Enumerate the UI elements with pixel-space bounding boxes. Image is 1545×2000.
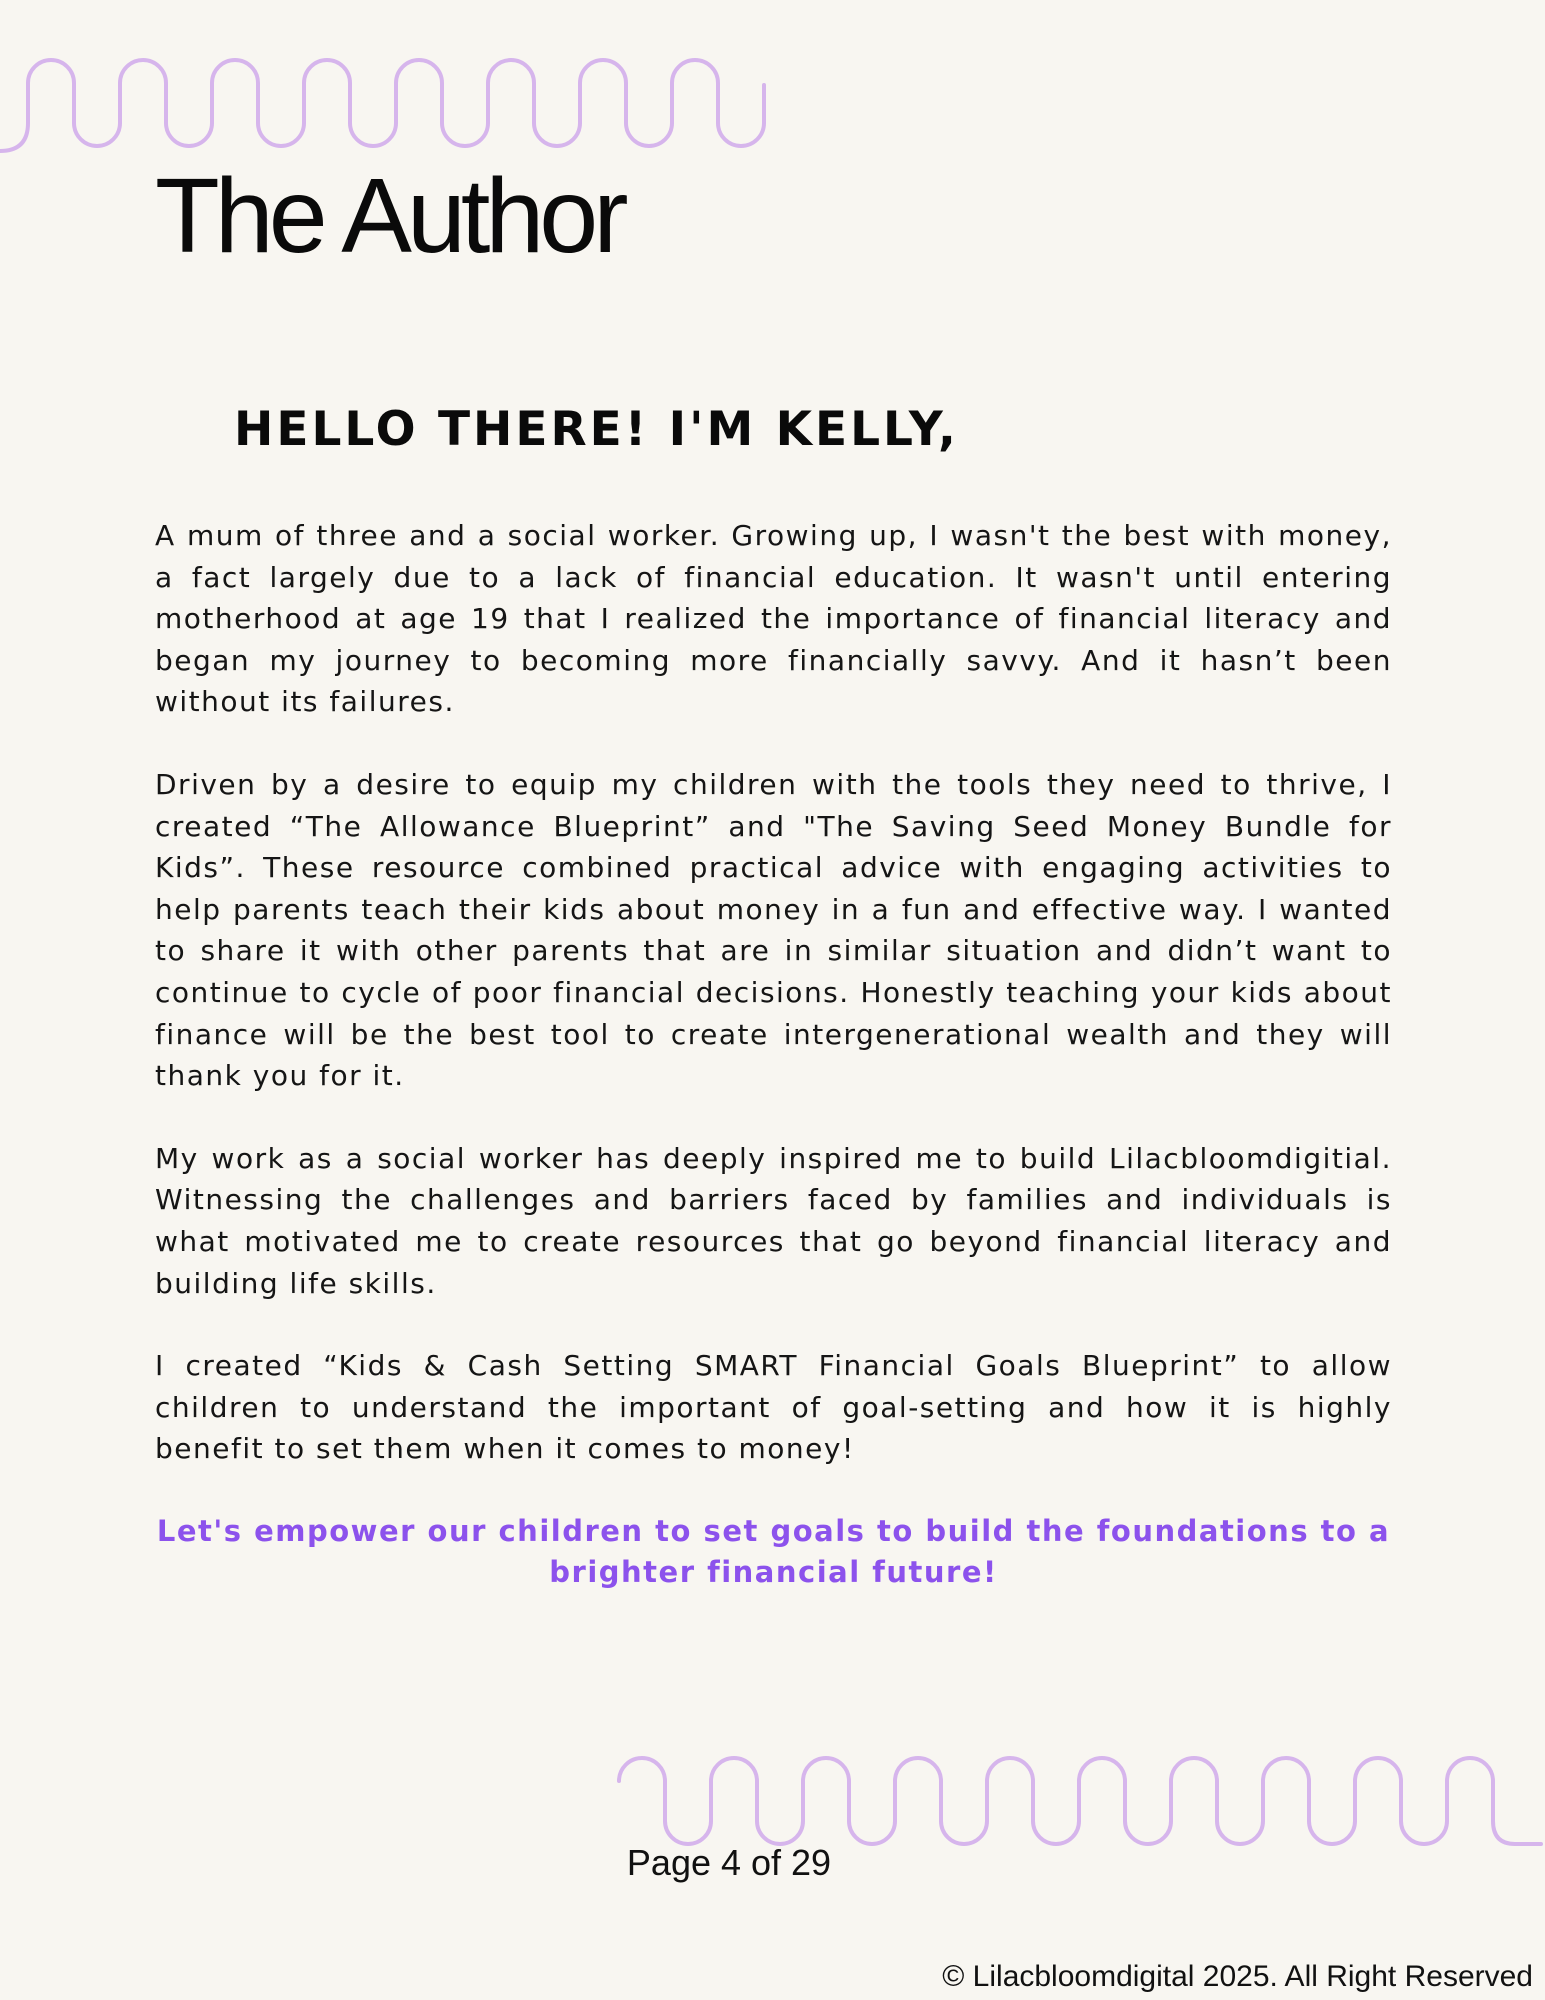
- author-bio: [155, 515, 1392, 1594]
- bio-paragraph-smart-goals: I created “Kids & Cash Setting SMART Financial Goals Blueprint” to allow children to understand the important of goal-setting and how it is highly benefit to set them when it comes to money!: [155, 1349, 1392, 1466]
- top-wavy-line-decoration: [0, 55, 770, 160]
- page-number: Page 4 of 29: [626, 1842, 832, 1883]
- top-wavy-line-path: [0, 60, 764, 151]
- greeting-heading: HELLO THERE! I'M KELLY,: [234, 402, 959, 457]
- bio-paragraph-intro: A mum of three and a social worker. Growing up, I wasn't the best with money, a fact largely due to a lack of financial education. It wasn't until entering motherhood at age 19 that I realized the importance of financial literacy and began my journey to becoming more financially savvy. And it hasn’t been without its failures.: [155, 519, 1392, 719]
- bio-paragraph-social-work: My work as a social worker has deeply inspired me to build Lilacbloomdigitial. Witnessing the challenges and barriers faced by families and individuals is what motivated me to create resources that go beyond financial literacy and building life skills.: [155, 1141, 1392, 1300]
- bottom-wavy-line-decoration: [615, 1748, 1545, 1853]
- bottom-wavy-line-path: [619, 1758, 1541, 1844]
- copyright-notice: © Lilacbloomdigital 2025. All Right Reserved: [942, 1960, 1533, 1993]
- call-to-action: Let's empower our children to set goals to build the foundations to a brighter financial future!: [156, 1513, 1391, 1590]
- page-title: The Author: [155, 157, 624, 275]
- bio-paragraph-resources: Driven by a desire to equip my children with the tools they need to thrive, I created “The Allowance Blueprint” and "The Saving Seed Money Bundle for Kids”. These resource combined practical advice with engaging activities to help parents teach their kids about money in a fun and effective way. I wanted to share it with other parents that are in similar situation and didn’t want to continue to cycle of poor financial decisions. Honestly teaching your kids about finance will be the best tool to create intergenerational wealth and they will thank you for it.: [155, 767, 1392, 1093]
